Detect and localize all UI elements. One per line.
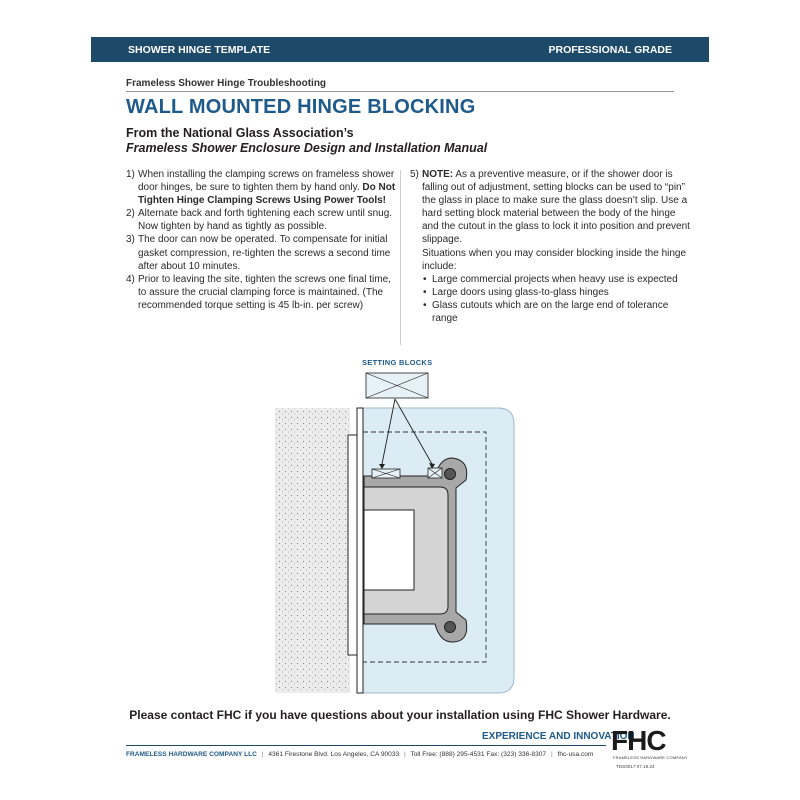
list-item: • Glass cutouts which are on the large end of tolerance range [423, 299, 669, 325]
category-label: Frameless Shower Hinge Troubleshooting [126, 78, 327, 89]
footer-phone: Toll Free: (888) 295-4531 Fax: (323) 336-8307 [410, 751, 547, 758]
item-text: Prior to leaving the site, tighten the screws one final time, to assure the crucial clamping force is maintained. (The recommended torque setting is 45 lb-in. per screw) [138, 273, 391, 311]
page-title: WALL MOUNTED HINGE BLOCKING [126, 96, 476, 118]
screw-icon [445, 622, 456, 633]
item-number: 2) [126, 208, 135, 220]
situations-intro: Situations when you may consider blocking inside the hinge include: [422, 247, 687, 272]
footer-separator: | [550, 751, 553, 758]
instructions-right-column [410, 168, 692, 325]
instruction-item-4 [126, 273, 396, 312]
setting-blocks-label: SETTING BLOCKS [362, 358, 433, 367]
note-label: NOTE: [422, 169, 454, 180]
fhc-logo: FHC [611, 725, 666, 756]
contact-message: Please contact FHC if you have questions about your installation using FHC Shower Hardware. [129, 708, 671, 722]
list-item: • Large commercial projects when heavy use is expected [423, 273, 678, 285]
bullet-icon: • [423, 286, 427, 298]
item-warning: Do Not Tighten Hinge Clamping Screws Using Power Tools! [138, 182, 396, 207]
item-text: As a preventive measure, or if the shower door is falling out of adjustment, setting blocks can be used to “pin” the glass in place to make sure the glass doesn’t slip. Use a hard setting block material between the body of the hinge and the cutout in the glass to lock it into position and prevent slippage. [422, 169, 690, 246]
footer-company: FRAMELESS HARDWARE COMPANY LLC [126, 751, 257, 758]
subtitle-manual-title: Frameless Shower Enclosure Design and Installation Manual [126, 141, 488, 155]
item-number: 5) [410, 169, 419, 180]
bullet-icon: • [423, 273, 427, 285]
item-number: 3) [126, 234, 135, 246]
situations-list [410, 273, 692, 325]
instruction-item-5 [410, 168, 692, 247]
footer-address: 4361 Firestone Blvd. Los Angeles, CA 90033 [268, 751, 400, 758]
header-title: SHOWER HINGE TEMPLATE [128, 44, 271, 56]
column-divider [400, 170, 401, 345]
fhc-logo-subtitle: FRAMELESS HARDWARE COMPANY [613, 755, 688, 760]
document-number: TDS0017 07.19.24 [616, 764, 655, 769]
list-item: • Large doors using glass-to-glass hinges [423, 286, 609, 298]
item-text: When installing the clamping screws on frameless shower door hinges, be sure to tighten them by hand only. [138, 169, 395, 194]
instruction-item-3 [126, 233, 396, 272]
footer-website[interactable]: fhc-usa.com [557, 751, 594, 758]
footer-divider [126, 745, 606, 746]
hinge-mount [357, 408, 363, 693]
footer-separator: | [404, 751, 406, 758]
item-number: 4) [126, 273, 135, 285]
instruction-item-1 [126, 168, 396, 207]
instruction-item-2 [126, 207, 396, 233]
bullet-icon: • [423, 299, 427, 311]
header-grade: PROFESSIONAL GRADE [548, 44, 672, 56]
page-subtitle [126, 126, 487, 156]
subtitle-line1: From the National Glass Association’s [126, 126, 354, 140]
item-text: The door can now be operated. To compensate for initial gasket compression, re-tighten the screws a second time after about 10 minutes. [138, 234, 391, 272]
hinge-barrel [364, 510, 414, 590]
category-divider [126, 91, 674, 92]
wall-section [275, 408, 350, 693]
tagline: EXPERIENCE AND INNOVATION [482, 731, 635, 742]
header-bar [91, 37, 709, 62]
instructions-left-column [126, 168, 396, 312]
item-number: 1) [126, 169, 135, 180]
hinge-blocking-diagram [260, 350, 540, 705]
footer-separator: | [261, 751, 264, 758]
screw-icon [445, 469, 456, 480]
footer [126, 751, 593, 758]
item-text: Alternate back and forth tightening each screw until snug. Now tighten by hand as tightly as possible. [138, 208, 393, 233]
